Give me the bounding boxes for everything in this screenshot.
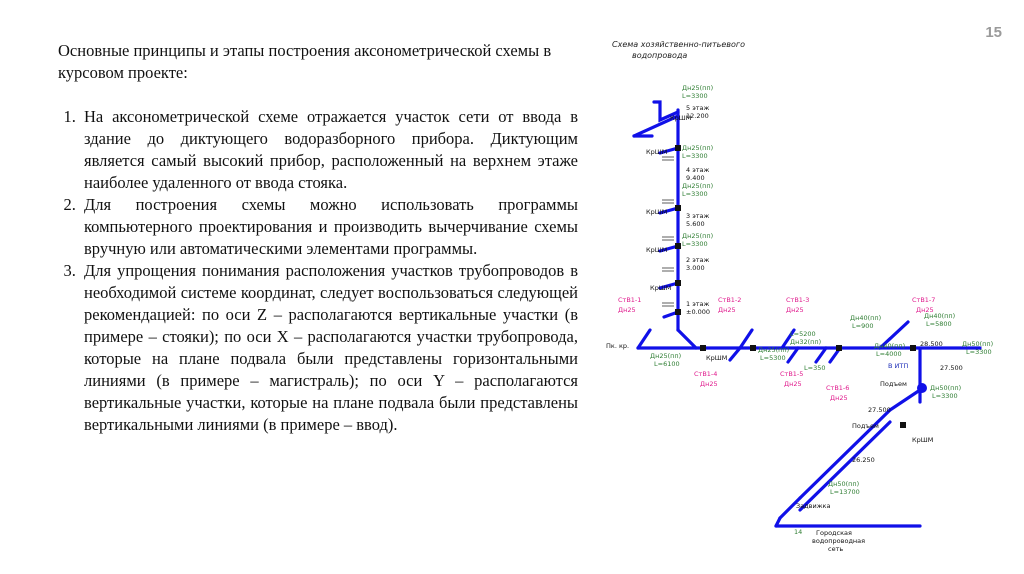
diagram-label: Пк. кр. <box>606 342 630 350</box>
diagram-label: L=3300 <box>966 348 992 356</box>
diagram-label: L=3300 <box>682 92 708 100</box>
diagram-label: L=5800 <box>926 320 952 328</box>
diagram-title-line1: Схема хозяйственно-питьевого <box>612 40 745 49</box>
text-column <box>58 40 578 436</box>
diagram-label: СтВ1-7 <box>912 296 936 304</box>
diagram-label: Дн50(пп) <box>828 480 860 488</box>
diagram-label: L=5300 <box>760 354 786 362</box>
diagram-label: СтВ1-3 <box>786 296 810 304</box>
diagram-label: КрШМ <box>646 148 668 156</box>
diagram-label: L=3300 <box>682 152 708 160</box>
diagram-label: Дн25(пп) <box>758 346 790 354</box>
diagram-label: Дн50(пп) <box>962 340 994 348</box>
diagram-label: Дн25(пп) <box>682 144 714 152</box>
axonometric-diagram <box>590 30 1010 570</box>
diagram-label: L=4000 <box>876 350 902 358</box>
diagram-label: Дн40(пп) <box>874 342 906 350</box>
diagram-label: 12.200 <box>686 112 709 120</box>
diagram-label: Дн50(пп) <box>930 384 962 392</box>
diagram-label: 4 этаж <box>686 166 710 174</box>
diagram-label: 5 этаж <box>686 104 710 112</box>
diagram-label: Дн25(пп) <box>682 232 714 240</box>
diagram-label: 27.500 <box>868 406 891 414</box>
diagram-label: 5.600 <box>686 220 705 228</box>
diagram-label: 26.250 <box>852 456 875 464</box>
diagram-label: L=3300 <box>682 240 708 248</box>
diagram-label: 14 <box>794 528 803 536</box>
diagram-label: КрШМ <box>912 436 934 444</box>
diagram-label: L=5200 <box>790 330 816 338</box>
diagram-label: L=13700 <box>830 488 860 496</box>
diagram-label: L=3300 <box>682 190 708 198</box>
list-item: 1. На аксонометрической схеме отражается участок сети от ввода в здание до диктующего водоразборного прибора. Диктующим является самый высокий прибор, расположенный на верхнем этаже наиболее удаленного от ввода стояка. <box>80 106 578 194</box>
slide-number: 15 <box>985 24 1002 41</box>
diagram-label: 3 этаж <box>686 212 710 220</box>
diagram-label: 28.500 <box>920 340 943 348</box>
node-marker <box>917 383 927 393</box>
diagram-label: водопроводная <box>812 537 866 545</box>
diagram-label: Городская <box>816 529 852 537</box>
list-item: 2. Для построения схемы можно использовать программы компьютерного проектирования и производить вычерчивание схемы вручную или автоматическими элементами программы. <box>80 194 578 260</box>
diagram-label: Дн25 <box>786 306 804 314</box>
diagram-label: ±0.000 <box>686 308 711 316</box>
diagram-label: Дн25(пп) <box>650 352 682 360</box>
diagram-label: Задвижка <box>796 502 831 510</box>
diagram-label: L=350 <box>804 364 826 372</box>
diagram-label: 27.500 <box>940 364 963 372</box>
diagram-label: Подъем <box>880 380 907 388</box>
list-item: 3. Для упрощения понимания расположения участков трубопроводов в необходимой системе координат, следует воспользоваться следующей рекомендацией: по оси Z – располагаются вертикальные участки (в примере – стояки); по оси X – располагаются участки трубопровода, которые на плане подвала были представлены горизонтальными линиями (в примере – магистраль); по оси Y – располагаются вертикальные участки, которые на плане подвала были представлены вертикальными линиями (в примере – ввод). <box>80 260 578 436</box>
diagram-label: Дн25(пп) <box>682 182 714 190</box>
diagram-label: Дн40(пп) <box>850 314 882 322</box>
diagram-label: Дн25 <box>916 306 934 314</box>
diagram-label: СтВ1-2 <box>718 296 742 304</box>
diagram-label: L=6100 <box>654 360 680 368</box>
diagram-label: СтВ1-5 <box>780 370 804 378</box>
diagram-label: КрШМ <box>646 208 668 216</box>
steps-list <box>58 106 578 436</box>
diagram-title-line2: водопровода <box>632 51 688 60</box>
diagram-label: Дн25 <box>700 380 718 388</box>
diagram-label: СтВ1-1 <box>618 296 642 304</box>
diagram-label: КрШМ <box>650 284 672 292</box>
diagram-label: Дн25(пп) <box>682 84 714 92</box>
diagram-label: сеть <box>828 545 844 553</box>
diagram-label: Дн25 <box>784 380 802 388</box>
diagram-label: 3.000 <box>686 264 705 272</box>
diagram-label: КрШМ <box>646 246 668 254</box>
diagram-label: СтВ1-4 <box>694 370 718 378</box>
diagram-label: 2 этаж <box>686 256 710 264</box>
diagram-label: Дн32(пп) <box>790 338 822 346</box>
diagram-label: КрШМ <box>706 354 728 362</box>
diagram-label: L=900 <box>852 322 874 330</box>
diagram-label: L=3300 <box>932 392 958 400</box>
diagram-label: 1 этаж <box>686 300 710 308</box>
diagram-label: 9.400 <box>686 174 705 182</box>
intro-text: Основные принципы и этапы построения аксонометрической схемы в курсовом проекте: <box>58 41 552 82</box>
diagram-label: Дн40(пп) <box>924 312 956 320</box>
diagram-label: КрШМ <box>670 114 692 122</box>
diagram-label: Дн25 <box>718 306 736 314</box>
diagram-label: Подъем <box>852 422 879 430</box>
diagram-label: Дн25 <box>618 306 636 314</box>
diagram-label: Дн25 <box>830 394 848 402</box>
diagram-label: СтВ1-6 <box>826 384 850 392</box>
diagram-label: В ИТП <box>888 362 909 370</box>
